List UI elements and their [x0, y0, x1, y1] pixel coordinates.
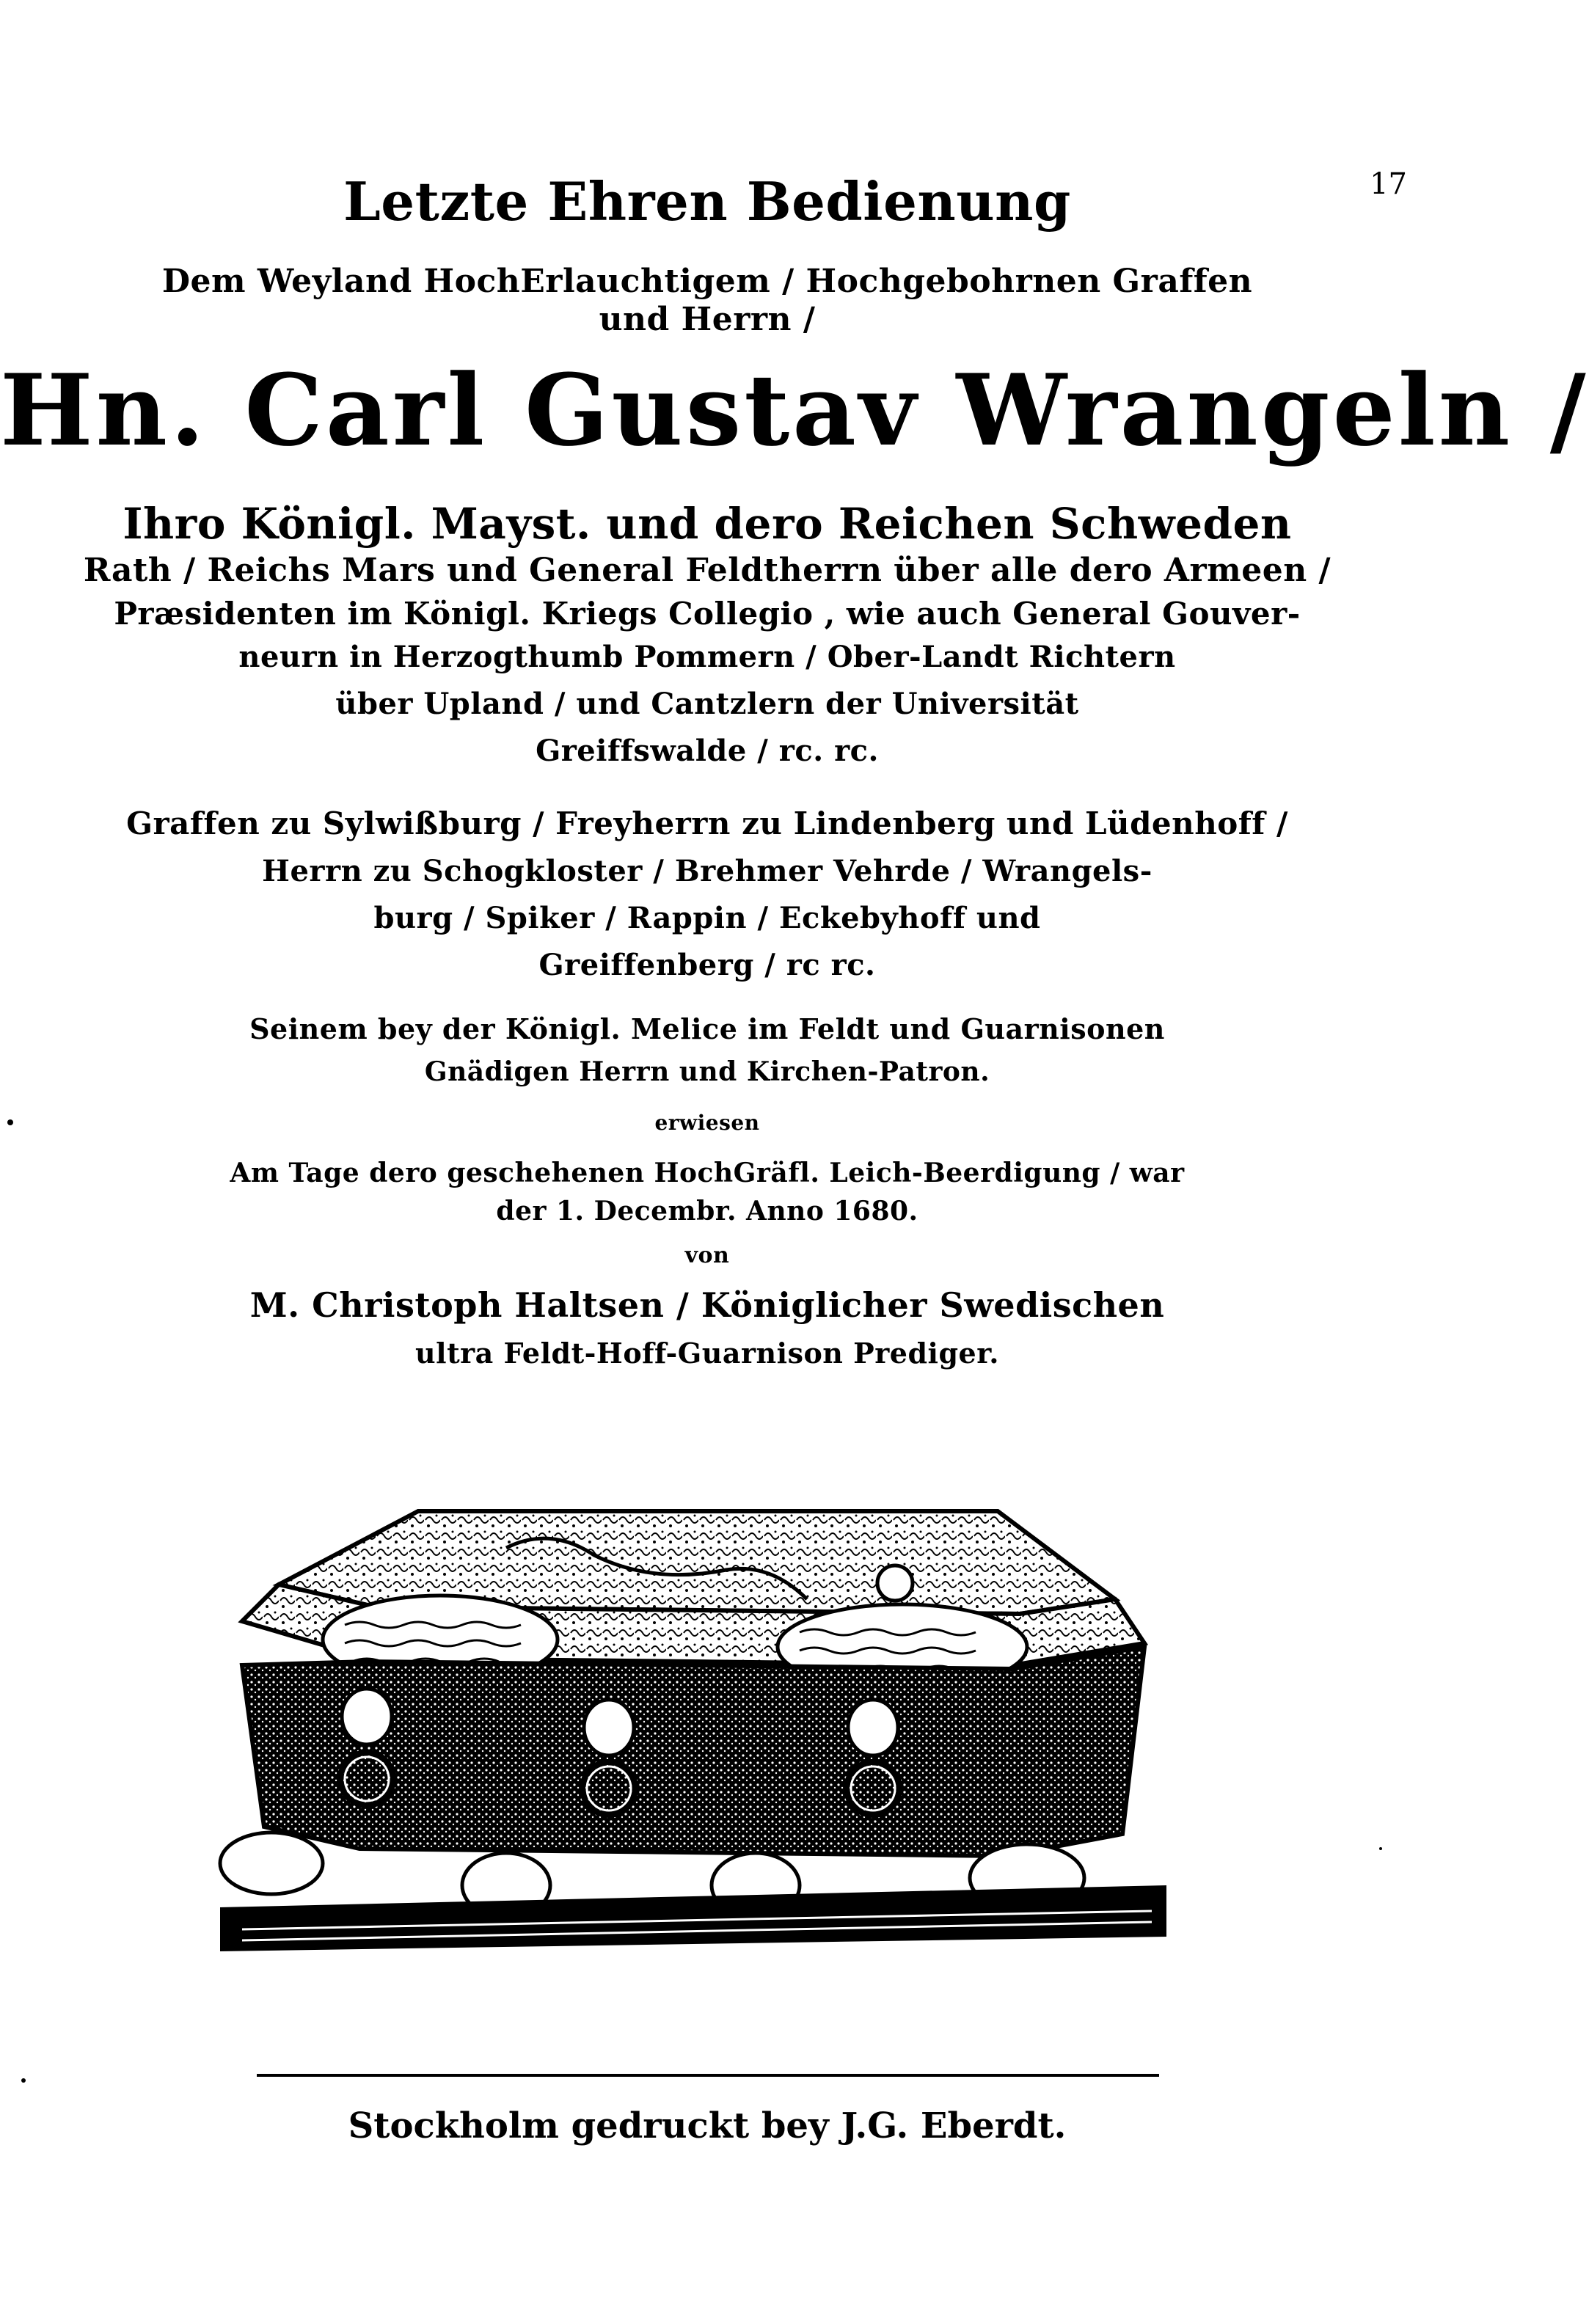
imprint-line: Stockholm gedruckt bey J.G. Eberdt. [348, 2105, 1067, 2146]
subtitle-line-1: Dem Weyland HochErlauchtigem / Hochgebohrnen Graffen [161, 263, 1253, 300]
von-line: von [684, 1243, 730, 1268]
titles-line-1: Ihro Königl. Mayst. und dero Reichen Schweden [123, 499, 1292, 549]
dedication-line-1: Seinem bey der Königl. Melice im Feldt und Guarnisonen [249, 1012, 1165, 1045]
heading-line: Letzte Ehren Bedienung [343, 170, 1071, 233]
erwiesen-line: erwiesen [654, 1111, 760, 1135]
dedication-line-2: Gnädigen Herrn und Kirchen-Patron. [424, 1056, 990, 1087]
titles-line-4: neurn in Herzogthumb Pommern / Ober-Landt Richtern [238, 640, 1176, 674]
estates-line-2: Herrn zu Schogkloster / Brehmer Vehrde / Wrangels- [262, 854, 1153, 888]
estates-line-1: Graffen zu Sylwißburg / Freyherrn zu Lindenberg und Lüdenhoff / [126, 805, 1288, 841]
divider-rule [257, 2074, 1159, 2077]
titles-line-6: Greiffswalde / rc. rc. [536, 734, 879, 768]
corner-page-mark: 17 [1370, 167, 1407, 201]
author-line-1: M. Christoph Haltsen / Königlicher Swedischen [249, 1285, 1165, 1325]
honoree-name: Hn. Carl Gustav Wrangeln / [0, 352, 1589, 468]
titles-line-2: Rath / Reichs Mars und General Feldtherrn über alle dero Armeen / [83, 552, 1332, 589]
estates-line-4: Greiffenberg / rc rc. [538, 948, 876, 982]
coffin-woodcut-icon [198, 1497, 1181, 1966]
titles-line-5: über Upland / und Cantzlern der Universität [335, 687, 1079, 721]
subtitle-line-2: und Herrn / [599, 301, 816, 338]
date-line-2: der 1. Decembr. Anno 1680. [496, 1196, 918, 1227]
author-line-2: ultra Feldt-Hoff-Guarnison Prediger. [415, 1337, 999, 1370]
titles-line-3: Præsidenten im Königl. Kriegs Collegio , wie auch General Gouver- [114, 596, 1301, 632]
date-line-1: Am Tage dero geschehenen HochGräfl. Leich-Beerdigung / war [230, 1158, 1185, 1188]
estates-line-3: burg / Spiker / Rappin / Eckebyhoff und [373, 901, 1041, 935]
